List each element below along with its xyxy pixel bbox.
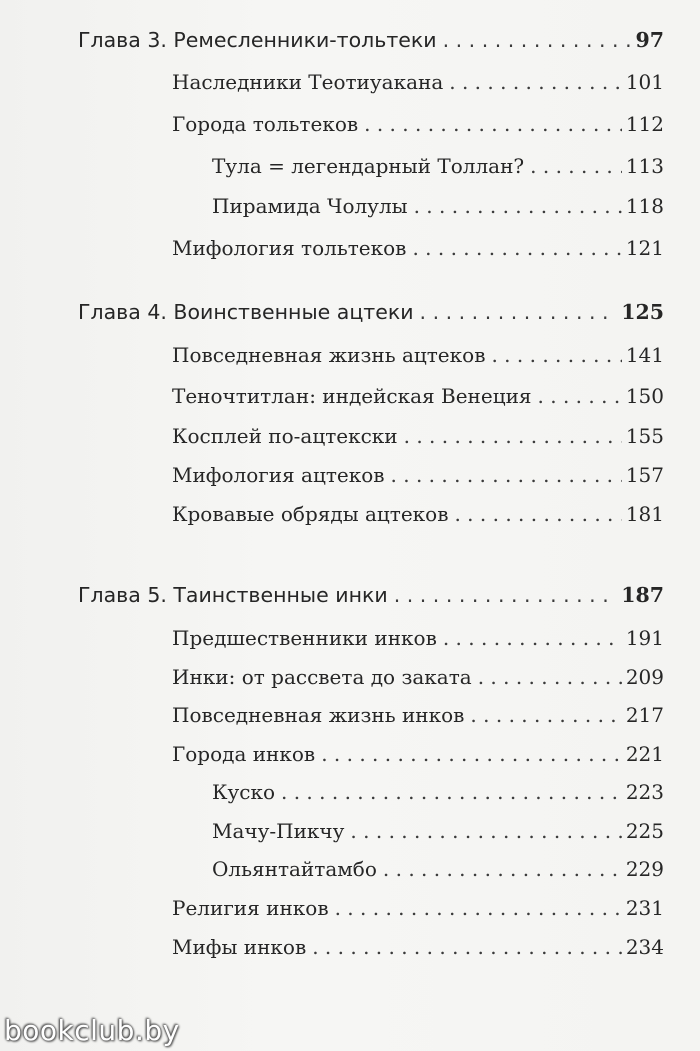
toc-chapter-5 — [78, 583, 664, 617]
leader-dots — [412, 236, 621, 260]
toc-subentry — [212, 780, 664, 814]
toc-entry-title: Куско — [212, 780, 275, 804]
toc-page-number: 141 — [625, 343, 664, 367]
toc-page-number: 221 — [625, 742, 664, 766]
toc-entry-title: Тула = легендарный Толлан? — [212, 154, 525, 178]
toc-entry-title: Мачу-Пикчу — [212, 819, 345, 843]
toc-chapter-4 — [78, 300, 664, 334]
toc-entry — [172, 742, 664, 776]
leader-dots — [364, 112, 622, 136]
leader-dots — [491, 343, 621, 367]
toc-chapter-3 — [78, 28, 664, 62]
toc-page-number: 157 — [625, 463, 664, 487]
toc-subentry — [212, 857, 664, 891]
toc-entry-title: Города инков — [172, 742, 316, 766]
toc-entry — [172, 665, 664, 699]
leader-dots — [420, 300, 618, 324]
toc-entry-title: Теночтитлан: индейская Венеция — [172, 384, 532, 408]
toc-entry — [172, 502, 664, 536]
toc-entry-title: Мифология тольтеков — [172, 236, 407, 260]
toc-page-number: 191 — [625, 626, 664, 650]
toc-page-number: 234 — [625, 935, 664, 959]
toc-entry — [172, 703, 664, 737]
leader-dots — [335, 896, 622, 920]
watermark-text: bookclub.by — [4, 1014, 180, 1047]
leader-dots — [394, 583, 618, 607]
toc-entry-title: Наследники Теотиуакана — [172, 70, 444, 94]
leader-dots — [443, 28, 632, 52]
toc-entry — [172, 463, 664, 497]
toc-entry-title: Мифы инков — [172, 935, 307, 959]
toc-page-number: 112 — [625, 112, 664, 136]
toc-entry-title: Косплей по-ацтекски — [172, 424, 398, 448]
toc-entry — [172, 112, 664, 146]
toc-page-number: 217 — [625, 703, 664, 727]
toc-page-number: 231 — [625, 896, 664, 920]
leader-dots — [383, 857, 622, 881]
leader-dots — [530, 154, 622, 178]
leader-dots — [321, 742, 622, 766]
toc-entry-title: Предшественники инков — [172, 626, 437, 650]
leader-dots — [478, 665, 622, 689]
toc-page-number: 118 — [625, 194, 664, 218]
toc-entry — [172, 626, 664, 660]
toc-entry — [172, 424, 664, 458]
leader-dots — [538, 384, 622, 408]
toc-page-number: 97 — [635, 28, 664, 52]
toc-page-number: 125 — [621, 300, 664, 324]
toc-page-number: 101 — [625, 70, 664, 94]
toc-page-number: 150 — [625, 384, 664, 408]
toc-entry — [172, 343, 664, 377]
toc-subentry — [212, 154, 664, 188]
toc-page-number: 229 — [625, 857, 664, 881]
toc-chapter-title: Глава 3. Ремесленники-тольтеки — [78, 28, 437, 52]
toc-page-number: 121 — [625, 236, 664, 260]
leader-dots — [281, 780, 622, 804]
toc-entry — [172, 236, 664, 270]
leader-dots — [443, 626, 622, 650]
leader-dots — [312, 935, 622, 959]
leader-dots — [391, 463, 622, 487]
toc-entry-title: Инки: от рассвета до заката — [172, 665, 472, 689]
toc-entry-title: Мифология ацтеков — [172, 463, 385, 487]
toc-page-number: 187 — [621, 583, 664, 607]
toc-subentry — [212, 819, 664, 853]
leader-dots — [350, 819, 621, 843]
toc-entry-title: Города тольтеков — [172, 112, 359, 136]
toc-page-number: 225 — [625, 819, 664, 843]
leader-dots — [470, 703, 621, 727]
leader-dots — [454, 502, 621, 526]
toc-entry-title: Пирамида Чолулы — [212, 194, 408, 218]
leader-dots — [449, 70, 622, 94]
toc-entry-title: Религия инков — [172, 896, 329, 920]
toc-page-number: 181 — [625, 502, 664, 526]
toc-entry-title: Ольянтайтамбо — [212, 857, 377, 881]
leader-dots — [414, 194, 622, 218]
toc-page-number: 223 — [625, 780, 664, 804]
leader-dots — [404, 424, 622, 448]
toc-page-number: 155 — [625, 424, 664, 448]
toc-chapter-title: Глава 5. Таинственные инки — [78, 583, 388, 607]
toc-page-number: 113 — [625, 154, 664, 178]
toc-subentry — [212, 194, 664, 228]
toc-entry-title: Повседневная жизнь инков — [172, 703, 465, 727]
toc-entry-title: Кровавые обряды ацтеков — [172, 502, 449, 526]
toc-entry — [172, 384, 664, 418]
toc-page-number: 209 — [625, 665, 664, 689]
toc-entry — [172, 896, 664, 930]
toc-chapter-title: Глава 4. Воинственные ацтеки — [78, 300, 414, 324]
toc-entry — [172, 70, 664, 104]
toc-entry-title: Повседневная жизнь ацтеков — [172, 343, 486, 367]
toc-entry — [172, 935, 664, 969]
